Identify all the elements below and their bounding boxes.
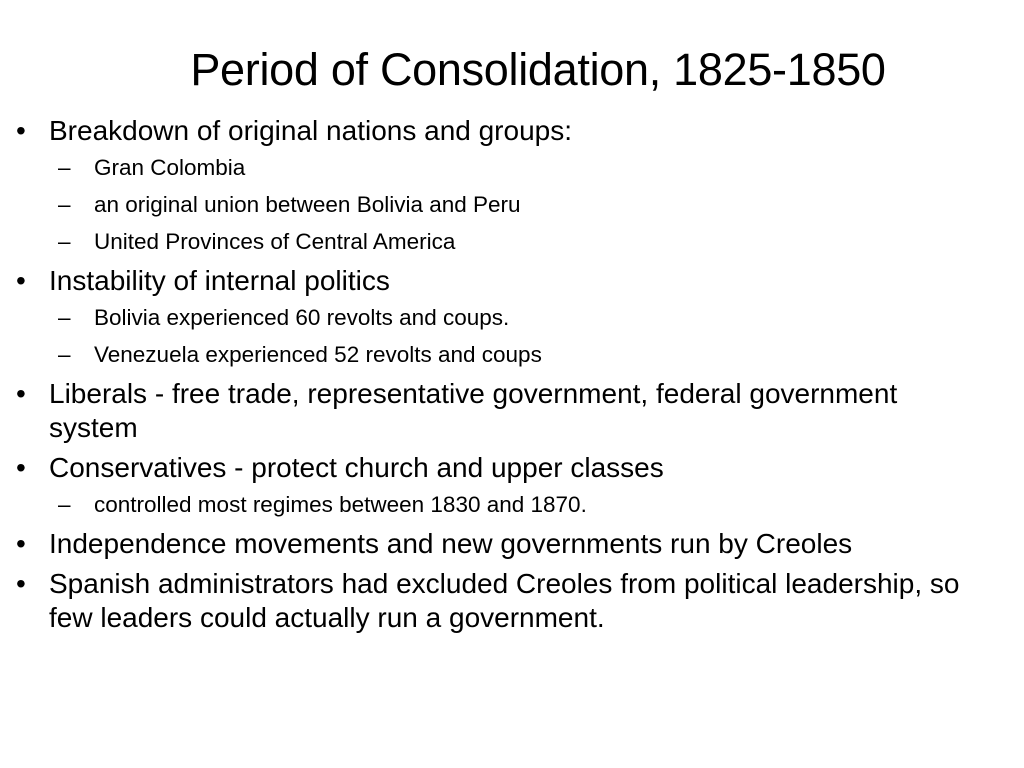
sub-bullet-item (16, 340, 976, 370)
bullet-marker: • (16, 265, 26, 296)
dash-marker: – (58, 492, 71, 517)
bullet-item (16, 114, 976, 148)
bullet-item (16, 527, 976, 561)
dash-marker: – (58, 155, 71, 180)
bullet-text: Instability of internal politics (49, 265, 390, 296)
bullet-marker: • (16, 528, 26, 559)
sub-bullet-item (16, 490, 976, 520)
sub-bullet-item (16, 190, 976, 220)
dash-marker: – (58, 305, 71, 330)
sub-list (16, 490, 976, 520)
bullet-text: Independence movements and new governments run by Creoles (49, 528, 853, 559)
bullet-marker: • (16, 452, 26, 483)
bullet-item (16, 377, 976, 445)
dash-marker: – (58, 342, 71, 367)
bullet-item (16, 264, 976, 298)
sub-list (16, 153, 976, 257)
sub-bullet-item (16, 227, 976, 257)
bullet-item (16, 451, 976, 485)
sub-bullet-text: Bolivia experienced 60 revolts and coups. (94, 305, 510, 330)
sub-bullet-text: Venezuela experienced 52 revolts and coups (94, 342, 542, 367)
slide-body (16, 114, 976, 641)
sub-bullet-text: an original union between Bolivia and Peru (94, 192, 521, 217)
bullet-marker: • (16, 115, 26, 146)
bullet-text: Liberals - free trade, representative government, federal government system (49, 378, 898, 443)
bullet-marker: • (16, 378, 26, 409)
bullet-text: Spanish administrators had excluded Creoles from political leadership, so few leaders could actually run a government. (49, 568, 960, 633)
sub-bullet-item (16, 153, 976, 183)
bullet-item (16, 567, 976, 635)
sub-list (16, 303, 976, 370)
bullet-marker: • (16, 568, 26, 599)
bullet-text: Breakdown of original nations and groups: (49, 115, 573, 146)
sub-bullet-text: controlled most regimes between 1830 and 1870. (94, 492, 587, 517)
dash-marker: – (58, 229, 71, 254)
bullet-text: Conservatives - protect church and upper classes (49, 452, 664, 483)
dash-marker: – (58, 192, 71, 217)
slide-title: Period of Consolidation, 1825-1850 (190, 44, 886, 95)
sub-bullet-text: United Provinces of Central America (94, 229, 456, 254)
sub-bullet-text: Gran Colombia (94, 155, 246, 180)
sub-bullet-item (16, 303, 976, 333)
